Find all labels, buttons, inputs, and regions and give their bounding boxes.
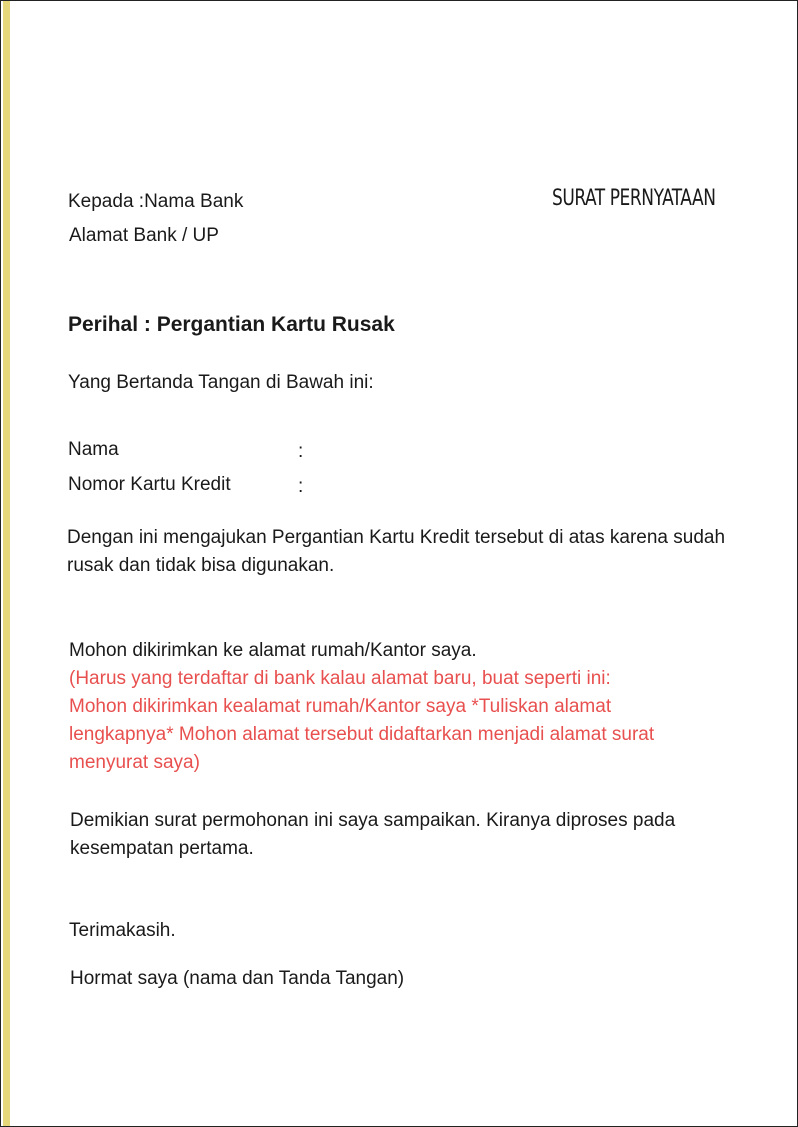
document-title: SURAT PERNYATAAN bbox=[552, 186, 716, 211]
field-label-nama: Nama bbox=[68, 439, 119, 460]
field-separator-nama: : bbox=[298, 441, 304, 462]
body-paragraph: Dengan ini mengajukan Pergantian Kartu Kredit tersebut di atas karena sudah rusak dan tidak bisa digunakan. bbox=[67, 527, 726, 576]
note-line: lengkapnya* Mohon alamat tersebut didaftarkan menjadi alamat surat bbox=[69, 724, 655, 745]
subject-line: Perihal : Pergantian Kartu Rusak bbox=[68, 313, 395, 336]
intro-line: Yang Bertanda Tangan di Bawah ini: bbox=[68, 372, 374, 393]
yellow-accent-bar bbox=[3, 1, 10, 1126]
note-line: menyurat saya) bbox=[69, 752, 200, 773]
address-line: Alamat Bank / UP bbox=[69, 225, 219, 246]
recipient-line: Kepada :Nama Bank bbox=[68, 191, 244, 212]
signature-line: Hormat saya (nama dan Tanda Tangan) bbox=[70, 968, 405, 989]
closing-paragraph: Demikian surat permohonan ini saya sampaikan. Kiranya diproses pada kesempatan pertama. bbox=[70, 810, 676, 859]
address-note bbox=[69, 665, 739, 777]
request-line: Mohon dikirimkan ke alamat rumah/Kantor saya. bbox=[69, 640, 477, 661]
thanks-line: Terimakasih. bbox=[69, 920, 176, 941]
note-line: Mohon dikirimkan kealamat rumah/Kantor saya *Tuliskan alamat bbox=[69, 696, 612, 717]
field-label-nomor-kartu: Nomor Kartu Kredit bbox=[68, 474, 231, 495]
field-separator-nomor-kartu: : bbox=[298, 476, 304, 497]
note-line: (Harus yang terdaftar di bank kalau alamat baru, buat seperti ini: bbox=[69, 668, 611, 689]
